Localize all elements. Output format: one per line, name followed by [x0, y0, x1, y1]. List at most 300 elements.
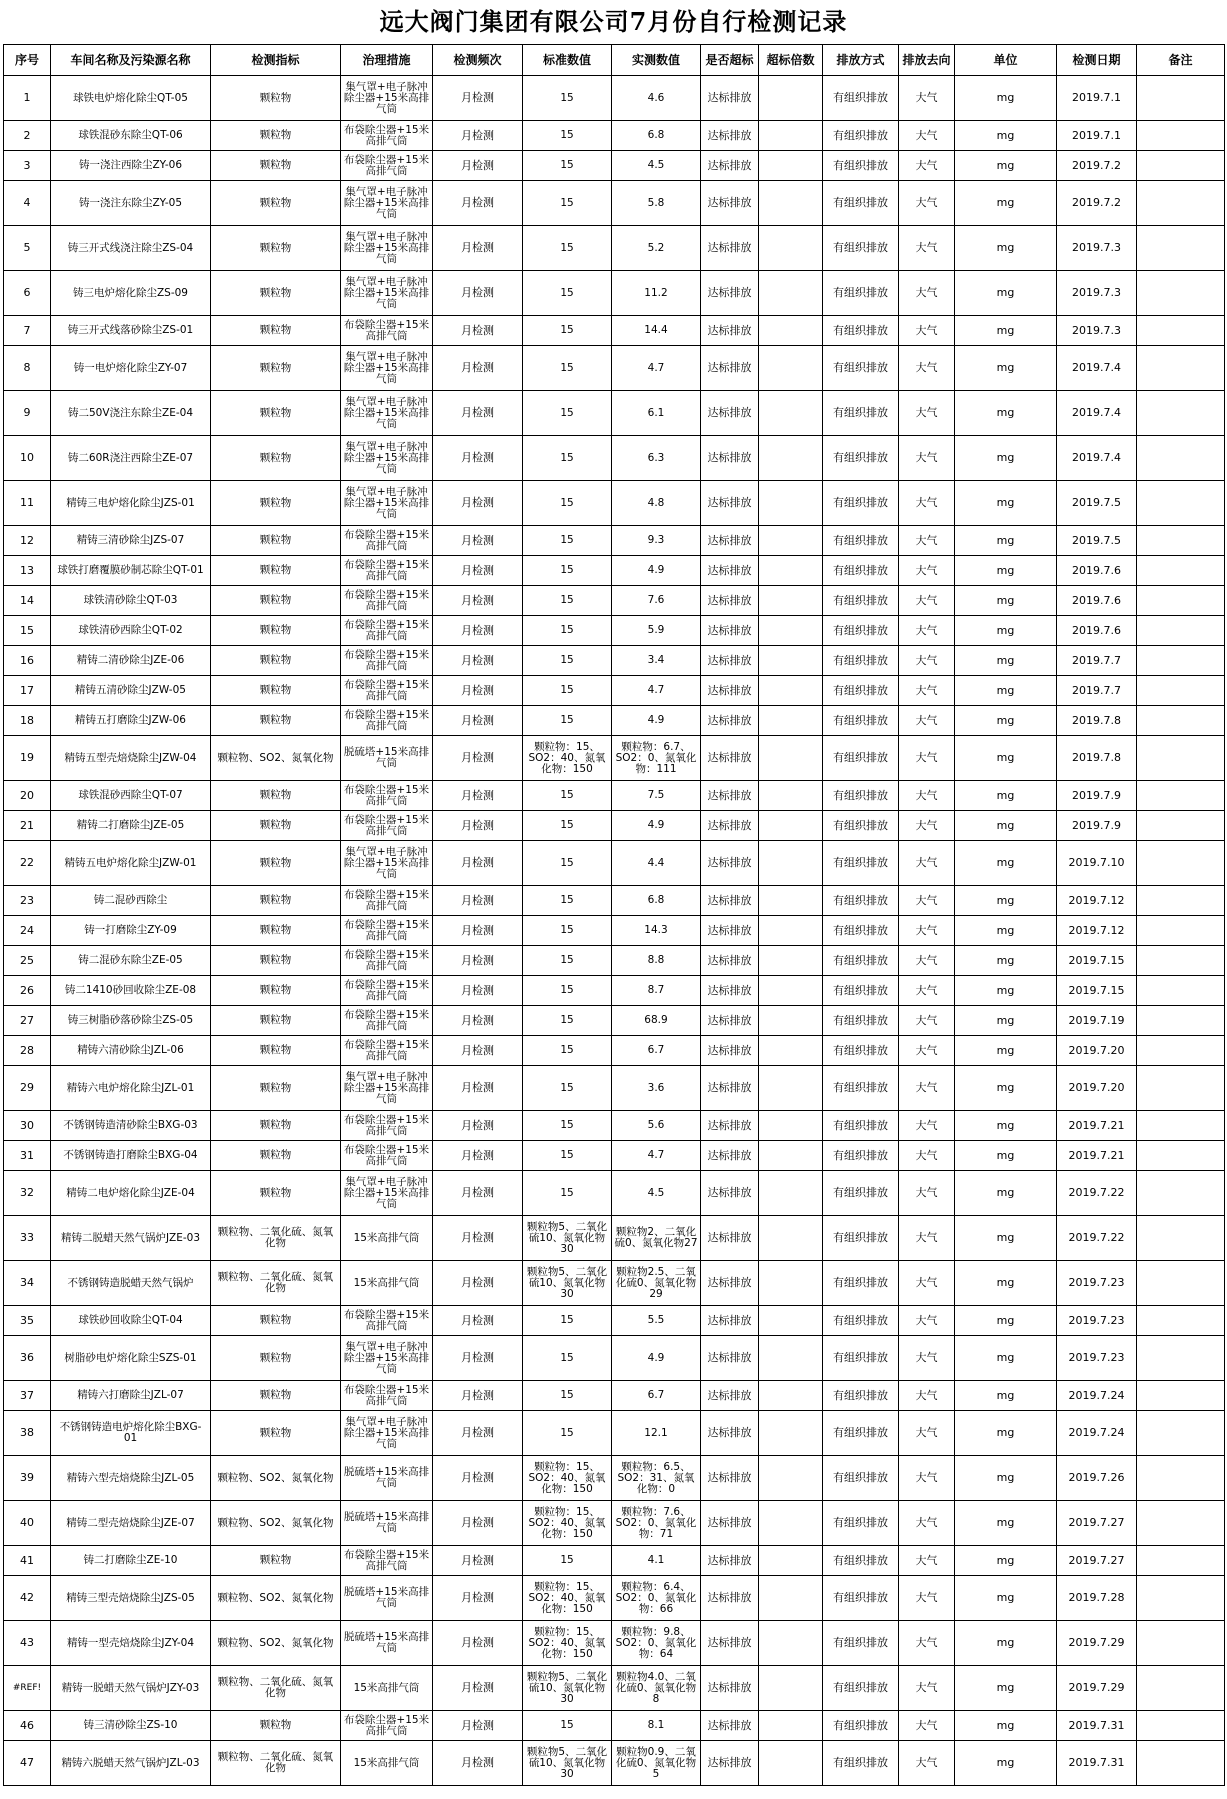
indicator: 颗粒物 — [211, 1141, 341, 1171]
row-number: 29 — [4, 1066, 51, 1111]
source-name: 精铸五电炉熔化除尘JZW-01 — [51, 841, 211, 886]
emission-mode: 有组织排放 — [823, 1501, 899, 1546]
treatment-measure: 布袋除尘器+15米高排气筒 — [341, 1111, 433, 1141]
remark — [1137, 481, 1225, 526]
emission-destination: 大气 — [899, 811, 955, 841]
emission-mode: 有组织排放 — [823, 76, 899, 121]
compliance: 达标排放 — [701, 946, 759, 976]
frequency: 月检测 — [433, 1006, 523, 1036]
emission-mode: 有组织排放 — [823, 316, 899, 346]
table-row — [4, 1111, 1225, 1141]
treatment-measure: 布袋除尘器+15米高排气筒 — [341, 1546, 433, 1576]
frequency: 月检测 — [433, 1456, 523, 1501]
standard-value: 15 — [523, 316, 612, 346]
indicator: 颗粒物 — [211, 916, 341, 946]
row-number: 39 — [4, 1456, 51, 1501]
frequency: 月检测 — [433, 1741, 523, 1786]
treatment-measure: 15米高排气筒 — [341, 1741, 433, 1786]
standard-value: 颗粒物：15、SO2：40、氮氧化物：150 — [523, 1621, 612, 1666]
test-date: 2019.7.29 — [1057, 1621, 1137, 1666]
compliance: 达标排放 — [701, 781, 759, 811]
exceed-multiple — [759, 1411, 823, 1456]
unit: mg — [955, 226, 1057, 271]
frequency: 月检测 — [433, 616, 523, 646]
remark — [1137, 316, 1225, 346]
emission-mode: 有组织排放 — [823, 781, 899, 811]
exceed-multiple — [759, 526, 823, 556]
compliance: 达标排放 — [701, 646, 759, 676]
measured-value: 8.7 — [612, 976, 701, 1006]
treatment-measure: 集气罩+电子脉冲除尘器+15米高排气筒 — [341, 1066, 433, 1111]
exceed-multiple — [759, 736, 823, 781]
table-row — [4, 121, 1225, 151]
indicator: 颗粒物、SO2、氮氧化物 — [211, 1456, 341, 1501]
exceed-multiple — [759, 316, 823, 346]
source-name: 铸三树脂砂落砂除尘ZS-05 — [51, 1006, 211, 1036]
remark — [1137, 946, 1225, 976]
indicator: 颗粒物 — [211, 646, 341, 676]
treatment-measure: 布袋除尘器+15米高排气筒 — [341, 646, 433, 676]
indicator: 颗粒物 — [211, 1306, 341, 1336]
frequency: 月检测 — [433, 1306, 523, 1336]
emission-destination: 大气 — [899, 436, 955, 481]
col-header: 排放去向 — [899, 45, 955, 76]
remark — [1137, 736, 1225, 781]
treatment-measure: 布袋除尘器+15米高排气筒 — [341, 1006, 433, 1036]
source-name: 精铸六打磨除尘JZL-07 — [51, 1381, 211, 1411]
emission-mode: 有组织排放 — [823, 946, 899, 976]
standard-value: 15 — [523, 886, 612, 916]
treatment-measure: 布袋除尘器+15米高排气筒 — [341, 526, 433, 556]
treatment-measure: 集气罩+电子脉冲除尘器+15米高排气筒 — [341, 181, 433, 226]
measured-value: 颗粒物2、二氧化硫0、氮氧化物27 — [612, 1216, 701, 1261]
emission-destination: 大气 — [899, 1261, 955, 1306]
row-number: 40 — [4, 1501, 51, 1546]
emission-destination: 大气 — [899, 1711, 955, 1741]
frequency: 月检测 — [433, 736, 523, 781]
compliance: 达标排放 — [701, 886, 759, 916]
treatment-measure: 布袋除尘器+15米高排气筒 — [341, 151, 433, 181]
standard-value: 15 — [523, 646, 612, 676]
standard-value: 15 — [523, 391, 612, 436]
test-date: 2019.7.1 — [1057, 76, 1137, 121]
row-number: 1 — [4, 76, 51, 121]
compliance: 达标排放 — [701, 526, 759, 556]
compliance: 达标排放 — [701, 391, 759, 436]
standard-value: 颗粒物：15、SO2：40、氮氧化物：150 — [523, 1501, 612, 1546]
table-row — [4, 916, 1225, 946]
treatment-measure: 15米高排气筒 — [341, 1666, 433, 1711]
frequency: 月检测 — [433, 586, 523, 616]
emission-destination: 大气 — [899, 1171, 955, 1216]
row-number: 13 — [4, 556, 51, 586]
source-name: 铸三电炉熔化除尘ZS-09 — [51, 271, 211, 316]
emission-destination: 大气 — [899, 841, 955, 886]
row-number: 26 — [4, 976, 51, 1006]
remark — [1137, 436, 1225, 481]
exceed-multiple — [759, 481, 823, 526]
unit: mg — [955, 1036, 1057, 1066]
unit: mg — [955, 646, 1057, 676]
frequency: 月检测 — [433, 646, 523, 676]
test-date: 2019.7.22 — [1057, 1216, 1137, 1261]
measured-value: 14.3 — [612, 916, 701, 946]
exceed-multiple — [759, 1111, 823, 1141]
test-date: 2019.7.31 — [1057, 1711, 1137, 1741]
standard-value: 15 — [523, 121, 612, 151]
table-row — [4, 391, 1225, 436]
source-name: 铸二1410砂回收除尘ZE-08 — [51, 976, 211, 1006]
measured-value: 颗粒物：9.8、SO2：0、氮氧化物：64 — [612, 1621, 701, 1666]
source-name: 精铸五清砂除尘JZW-05 — [51, 676, 211, 706]
exceed-multiple — [759, 1336, 823, 1381]
remark — [1137, 1336, 1225, 1381]
unit: mg — [955, 1576, 1057, 1621]
header-row — [4, 45, 1225, 76]
treatment-measure: 布袋除尘器+15米高排气筒 — [341, 1381, 433, 1411]
measured-value: 4.1 — [612, 1546, 701, 1576]
measured-value: 4.4 — [612, 841, 701, 886]
remark — [1137, 556, 1225, 586]
unit: mg — [955, 1501, 1057, 1546]
treatment-measure: 集气罩+电子脉冲除尘器+15米高排气筒 — [341, 76, 433, 121]
test-date: 2019.7.19 — [1057, 1006, 1137, 1036]
emission-destination: 大气 — [899, 1066, 955, 1111]
inspection-table — [3, 44, 1225, 1786]
source-name: 精铸六脱蜡天然气锅炉JZL-03 — [51, 1741, 211, 1786]
row-number: 11 — [4, 481, 51, 526]
unit: mg — [955, 586, 1057, 616]
indicator: 颗粒物 — [211, 226, 341, 271]
unit: mg — [955, 781, 1057, 811]
unit: mg — [955, 316, 1057, 346]
test-date: 2019.7.5 — [1057, 526, 1137, 556]
test-date: 2019.7.10 — [1057, 841, 1137, 886]
table-row — [4, 586, 1225, 616]
emission-mode: 有组织排放 — [823, 271, 899, 316]
measured-value: 9.3 — [612, 526, 701, 556]
standard-value: 颗粒物：15、SO2：40、氮氧化物：150 — [523, 1576, 612, 1621]
exceed-multiple — [759, 676, 823, 706]
unit: mg — [955, 1666, 1057, 1711]
test-date: 2019.7.26 — [1057, 1456, 1137, 1501]
frequency: 月检测 — [433, 436, 523, 481]
remark — [1137, 1306, 1225, 1336]
unit: mg — [955, 886, 1057, 916]
indicator: 颗粒物 — [211, 781, 341, 811]
emission-mode: 有组织排放 — [823, 736, 899, 781]
frequency: 月检测 — [433, 526, 523, 556]
measured-value: 4.9 — [612, 706, 701, 736]
col-header: 排放方式 — [823, 45, 899, 76]
treatment-measure: 集气罩+电子脉冲除尘器+15米高排气筒 — [341, 226, 433, 271]
table-row — [4, 1216, 1225, 1261]
treatment-measure: 布袋除尘器+15米高排气筒 — [341, 916, 433, 946]
compliance: 达标排放 — [701, 1741, 759, 1786]
table-row — [4, 481, 1225, 526]
source-name: 精铸三型壳焙烧除尘JZS-05 — [51, 1576, 211, 1621]
row-number: 27 — [4, 1006, 51, 1036]
exceed-multiple — [759, 1216, 823, 1261]
measured-value: 3.6 — [612, 1066, 701, 1111]
col-header: 车间名称及污染源名称 — [51, 45, 211, 76]
test-date: 2019.7.24 — [1057, 1381, 1137, 1411]
source-name: 铸三清砂除尘ZS-10 — [51, 1711, 211, 1741]
measured-value: 颗粒物：7.6、SO2：0、氮氧化物：71 — [612, 1501, 701, 1546]
row-number: 21 — [4, 811, 51, 841]
emission-destination: 大气 — [899, 1381, 955, 1411]
row-number: 31 — [4, 1141, 51, 1171]
standard-value: 15 — [523, 616, 612, 646]
emission-mode: 有组织排放 — [823, 1741, 899, 1786]
unit: mg — [955, 1006, 1057, 1036]
emission-mode: 有组织排放 — [823, 556, 899, 586]
test-date: 2019.7.28 — [1057, 1576, 1137, 1621]
test-date: 2019.7.6 — [1057, 586, 1137, 616]
source-name: 精铸二脱蜡天然气锅炉JZE-03 — [51, 1216, 211, 1261]
frequency: 月检测 — [433, 1501, 523, 1546]
indicator: 颗粒物、SO2、氮氧化物 — [211, 1576, 341, 1621]
compliance: 达标排放 — [701, 226, 759, 271]
emission-mode: 有组织排放 — [823, 1546, 899, 1576]
table-row — [4, 1576, 1225, 1621]
emission-mode: 有组织排放 — [823, 811, 899, 841]
remark — [1137, 646, 1225, 676]
remark — [1137, 1036, 1225, 1066]
test-date: 2019.7.21 — [1057, 1141, 1137, 1171]
source-name: 铸一打磨除尘ZY-09 — [51, 916, 211, 946]
test-date: 2019.7.5 — [1057, 481, 1137, 526]
source-name: 铸二50V浇注东除尘ZE-04 — [51, 391, 211, 436]
treatment-measure: 布袋除尘器+15米高排气筒 — [341, 706, 433, 736]
remark — [1137, 1171, 1225, 1216]
emission-mode: 有组织排放 — [823, 346, 899, 391]
treatment-measure: 布袋除尘器+15米高排气筒 — [341, 976, 433, 1006]
unit: mg — [955, 1711, 1057, 1741]
emission-destination: 大气 — [899, 151, 955, 181]
frequency: 月检测 — [433, 271, 523, 316]
unit: mg — [955, 181, 1057, 226]
exceed-multiple — [759, 1141, 823, 1171]
test-date: 2019.7.6 — [1057, 556, 1137, 586]
indicator: 颗粒物 — [211, 526, 341, 556]
treatment-measure: 脱硫塔+15米高排气筒 — [341, 736, 433, 781]
exceed-multiple — [759, 1576, 823, 1621]
compliance: 达标排放 — [701, 976, 759, 1006]
standard-value: 15 — [523, 841, 612, 886]
measured-value: 8.8 — [612, 946, 701, 976]
test-date: 2019.7.12 — [1057, 886, 1137, 916]
table-row — [4, 841, 1225, 886]
table-row — [4, 1741, 1225, 1786]
treatment-measure: 集气罩+电子脉冲除尘器+15米高排气筒 — [341, 481, 433, 526]
emission-destination: 大气 — [899, 1336, 955, 1381]
unit: mg — [955, 1171, 1057, 1216]
frequency: 月检测 — [433, 1576, 523, 1621]
treatment-measure: 布袋除尘器+15米高排气筒 — [341, 886, 433, 916]
row-number: 16 — [4, 646, 51, 676]
compliance: 达标排放 — [701, 1576, 759, 1621]
standard-value: 15 — [523, 271, 612, 316]
emission-destination: 大气 — [899, 121, 955, 151]
measured-value: 4.8 — [612, 481, 701, 526]
remark — [1137, 346, 1225, 391]
standard-value: 15 — [523, 1171, 612, 1216]
table-row — [4, 1621, 1225, 1666]
emission-destination: 大气 — [899, 1546, 955, 1576]
measured-value: 颗粒物0.9、二氧化硫0、氮氧化物5 — [612, 1741, 701, 1786]
frequency: 月检测 — [433, 316, 523, 346]
indicator: 颗粒物、二氧化硫、氮氧化物 — [211, 1741, 341, 1786]
emission-mode: 有组织排放 — [823, 1576, 899, 1621]
compliance: 达标排放 — [701, 616, 759, 646]
standard-value: 15 — [523, 1381, 612, 1411]
indicator: 颗粒物 — [211, 271, 341, 316]
compliance: 达标排放 — [701, 151, 759, 181]
test-date: 2019.7.27 — [1057, 1546, 1137, 1576]
table-row — [4, 781, 1225, 811]
compliance: 达标排放 — [701, 346, 759, 391]
emission-mode: 有组织排放 — [823, 1111, 899, 1141]
emission-mode: 有组织排放 — [823, 391, 899, 436]
col-header: 检测指标 — [211, 45, 341, 76]
frequency: 月检测 — [433, 946, 523, 976]
remark — [1137, 811, 1225, 841]
test-date: 2019.7.4 — [1057, 391, 1137, 436]
source-name: 铸二60R浇注西除尘ZE-07 — [51, 436, 211, 481]
source-name: 不锈钢铸造电炉熔化除尘BXG-01 — [51, 1411, 211, 1456]
row-number: 2 — [4, 121, 51, 151]
row-number: 5 — [4, 226, 51, 271]
compliance: 达标排放 — [701, 1141, 759, 1171]
exceed-multiple — [759, 1306, 823, 1336]
emission-mode: 有组织排放 — [823, 151, 899, 181]
exceed-multiple — [759, 1006, 823, 1036]
emission-mode: 有组织排放 — [823, 1411, 899, 1456]
row-number: 4 — [4, 181, 51, 226]
measured-value: 6.7 — [612, 1381, 701, 1411]
test-date: 2019.7.8 — [1057, 706, 1137, 736]
compliance: 达标排放 — [701, 316, 759, 346]
standard-value: 15 — [523, 1141, 612, 1171]
test-date: 2019.7.20 — [1057, 1066, 1137, 1111]
measured-value: 6.7 — [612, 1036, 701, 1066]
unit: mg — [955, 676, 1057, 706]
row-number: #REF! — [4, 1666, 51, 1711]
row-number: 24 — [4, 916, 51, 946]
frequency: 月检测 — [433, 76, 523, 121]
source-name: 精铸二电炉熔化除尘JZE-04 — [51, 1171, 211, 1216]
row-number: 36 — [4, 1336, 51, 1381]
row-number: 38 — [4, 1411, 51, 1456]
remark — [1137, 1546, 1225, 1576]
row-number: 33 — [4, 1216, 51, 1261]
remark — [1137, 526, 1225, 556]
emission-mode: 有组织排放 — [823, 676, 899, 706]
table-row — [4, 76, 1225, 121]
emission-mode: 有组织排放 — [823, 616, 899, 646]
emission-destination: 大气 — [899, 226, 955, 271]
emission-mode: 有组织排放 — [823, 1456, 899, 1501]
unit: mg — [955, 736, 1057, 781]
exceed-multiple — [759, 436, 823, 481]
unit: mg — [955, 526, 1057, 556]
measured-value: 7.5 — [612, 781, 701, 811]
remark — [1137, 1411, 1225, 1456]
source-name: 不锈钢铸造清砂除尘BXG-03 — [51, 1111, 211, 1141]
treatment-measure: 布袋除尘器+15米高排气筒 — [341, 1306, 433, 1336]
indicator: 颗粒物 — [211, 586, 341, 616]
indicator: 颗粒物、SO2、氮氧化物 — [211, 736, 341, 781]
standard-value: 15 — [523, 976, 612, 1006]
remark — [1137, 271, 1225, 316]
emission-mode: 有组织排放 — [823, 1171, 899, 1216]
test-date: 2019.7.15 — [1057, 976, 1137, 1006]
compliance: 达标排放 — [701, 1666, 759, 1711]
emission-destination: 大气 — [899, 1306, 955, 1336]
unit: mg — [955, 1066, 1057, 1111]
treatment-measure: 集气罩+电子脉冲除尘器+15米高排气筒 — [341, 391, 433, 436]
treatment-measure: 集气罩+电子脉冲除尘器+15米高排气筒 — [341, 1336, 433, 1381]
test-date: 2019.7.7 — [1057, 676, 1137, 706]
remark — [1137, 1741, 1225, 1786]
col-header: 实测数值 — [612, 45, 701, 76]
compliance: 达标排放 — [701, 1006, 759, 1036]
row-number: 17 — [4, 676, 51, 706]
table-row — [4, 1666, 1225, 1711]
test-date: 2019.7.1 — [1057, 121, 1137, 151]
test-date: 2019.7.3 — [1057, 271, 1137, 316]
test-date: 2019.7.2 — [1057, 181, 1137, 226]
unit: mg — [955, 841, 1057, 886]
compliance: 达标排放 — [701, 1066, 759, 1111]
measured-value: 5.8 — [612, 181, 701, 226]
emission-destination: 大气 — [899, 1576, 955, 1621]
source-name: 铸三开式线浇注除尘ZS-04 — [51, 226, 211, 271]
measured-value: 颗粒物4.0、二氧化硫0、氮氧化物8 — [612, 1666, 701, 1711]
remark — [1137, 586, 1225, 616]
table-row — [4, 736, 1225, 781]
unit: mg — [955, 1141, 1057, 1171]
row-number: 32 — [4, 1171, 51, 1216]
remark — [1137, 1261, 1225, 1306]
treatment-measure: 集气罩+电子脉冲除尘器+15米高排气筒 — [341, 1171, 433, 1216]
emission-destination: 大气 — [899, 616, 955, 646]
compliance: 达标排放 — [701, 436, 759, 481]
treatment-measure: 布袋除尘器+15米高排气筒 — [341, 121, 433, 151]
emission-mode: 有组织排放 — [823, 1711, 899, 1741]
exceed-multiple — [759, 1456, 823, 1501]
emission-destination: 大气 — [899, 316, 955, 346]
test-date: 2019.7.21 — [1057, 1111, 1137, 1141]
unit: mg — [955, 556, 1057, 586]
source-name: 精铸五打磨除尘JZW-06 — [51, 706, 211, 736]
treatment-measure: 布袋除尘器+15米高排气筒 — [341, 316, 433, 346]
row-number: 43 — [4, 1621, 51, 1666]
emission-destination: 大气 — [899, 1411, 955, 1456]
emission-destination: 大气 — [899, 1036, 955, 1066]
row-number: 34 — [4, 1261, 51, 1306]
measured-value: 5.9 — [612, 616, 701, 646]
remark — [1137, 1066, 1225, 1111]
table-row — [4, 646, 1225, 676]
emission-mode: 有组织排放 — [823, 706, 899, 736]
frequency: 月检测 — [433, 886, 523, 916]
indicator: 颗粒物 — [211, 1381, 341, 1411]
treatment-measure: 布袋除尘器+15米高排气筒 — [341, 586, 433, 616]
exceed-multiple — [759, 181, 823, 226]
frequency: 月检测 — [433, 121, 523, 151]
